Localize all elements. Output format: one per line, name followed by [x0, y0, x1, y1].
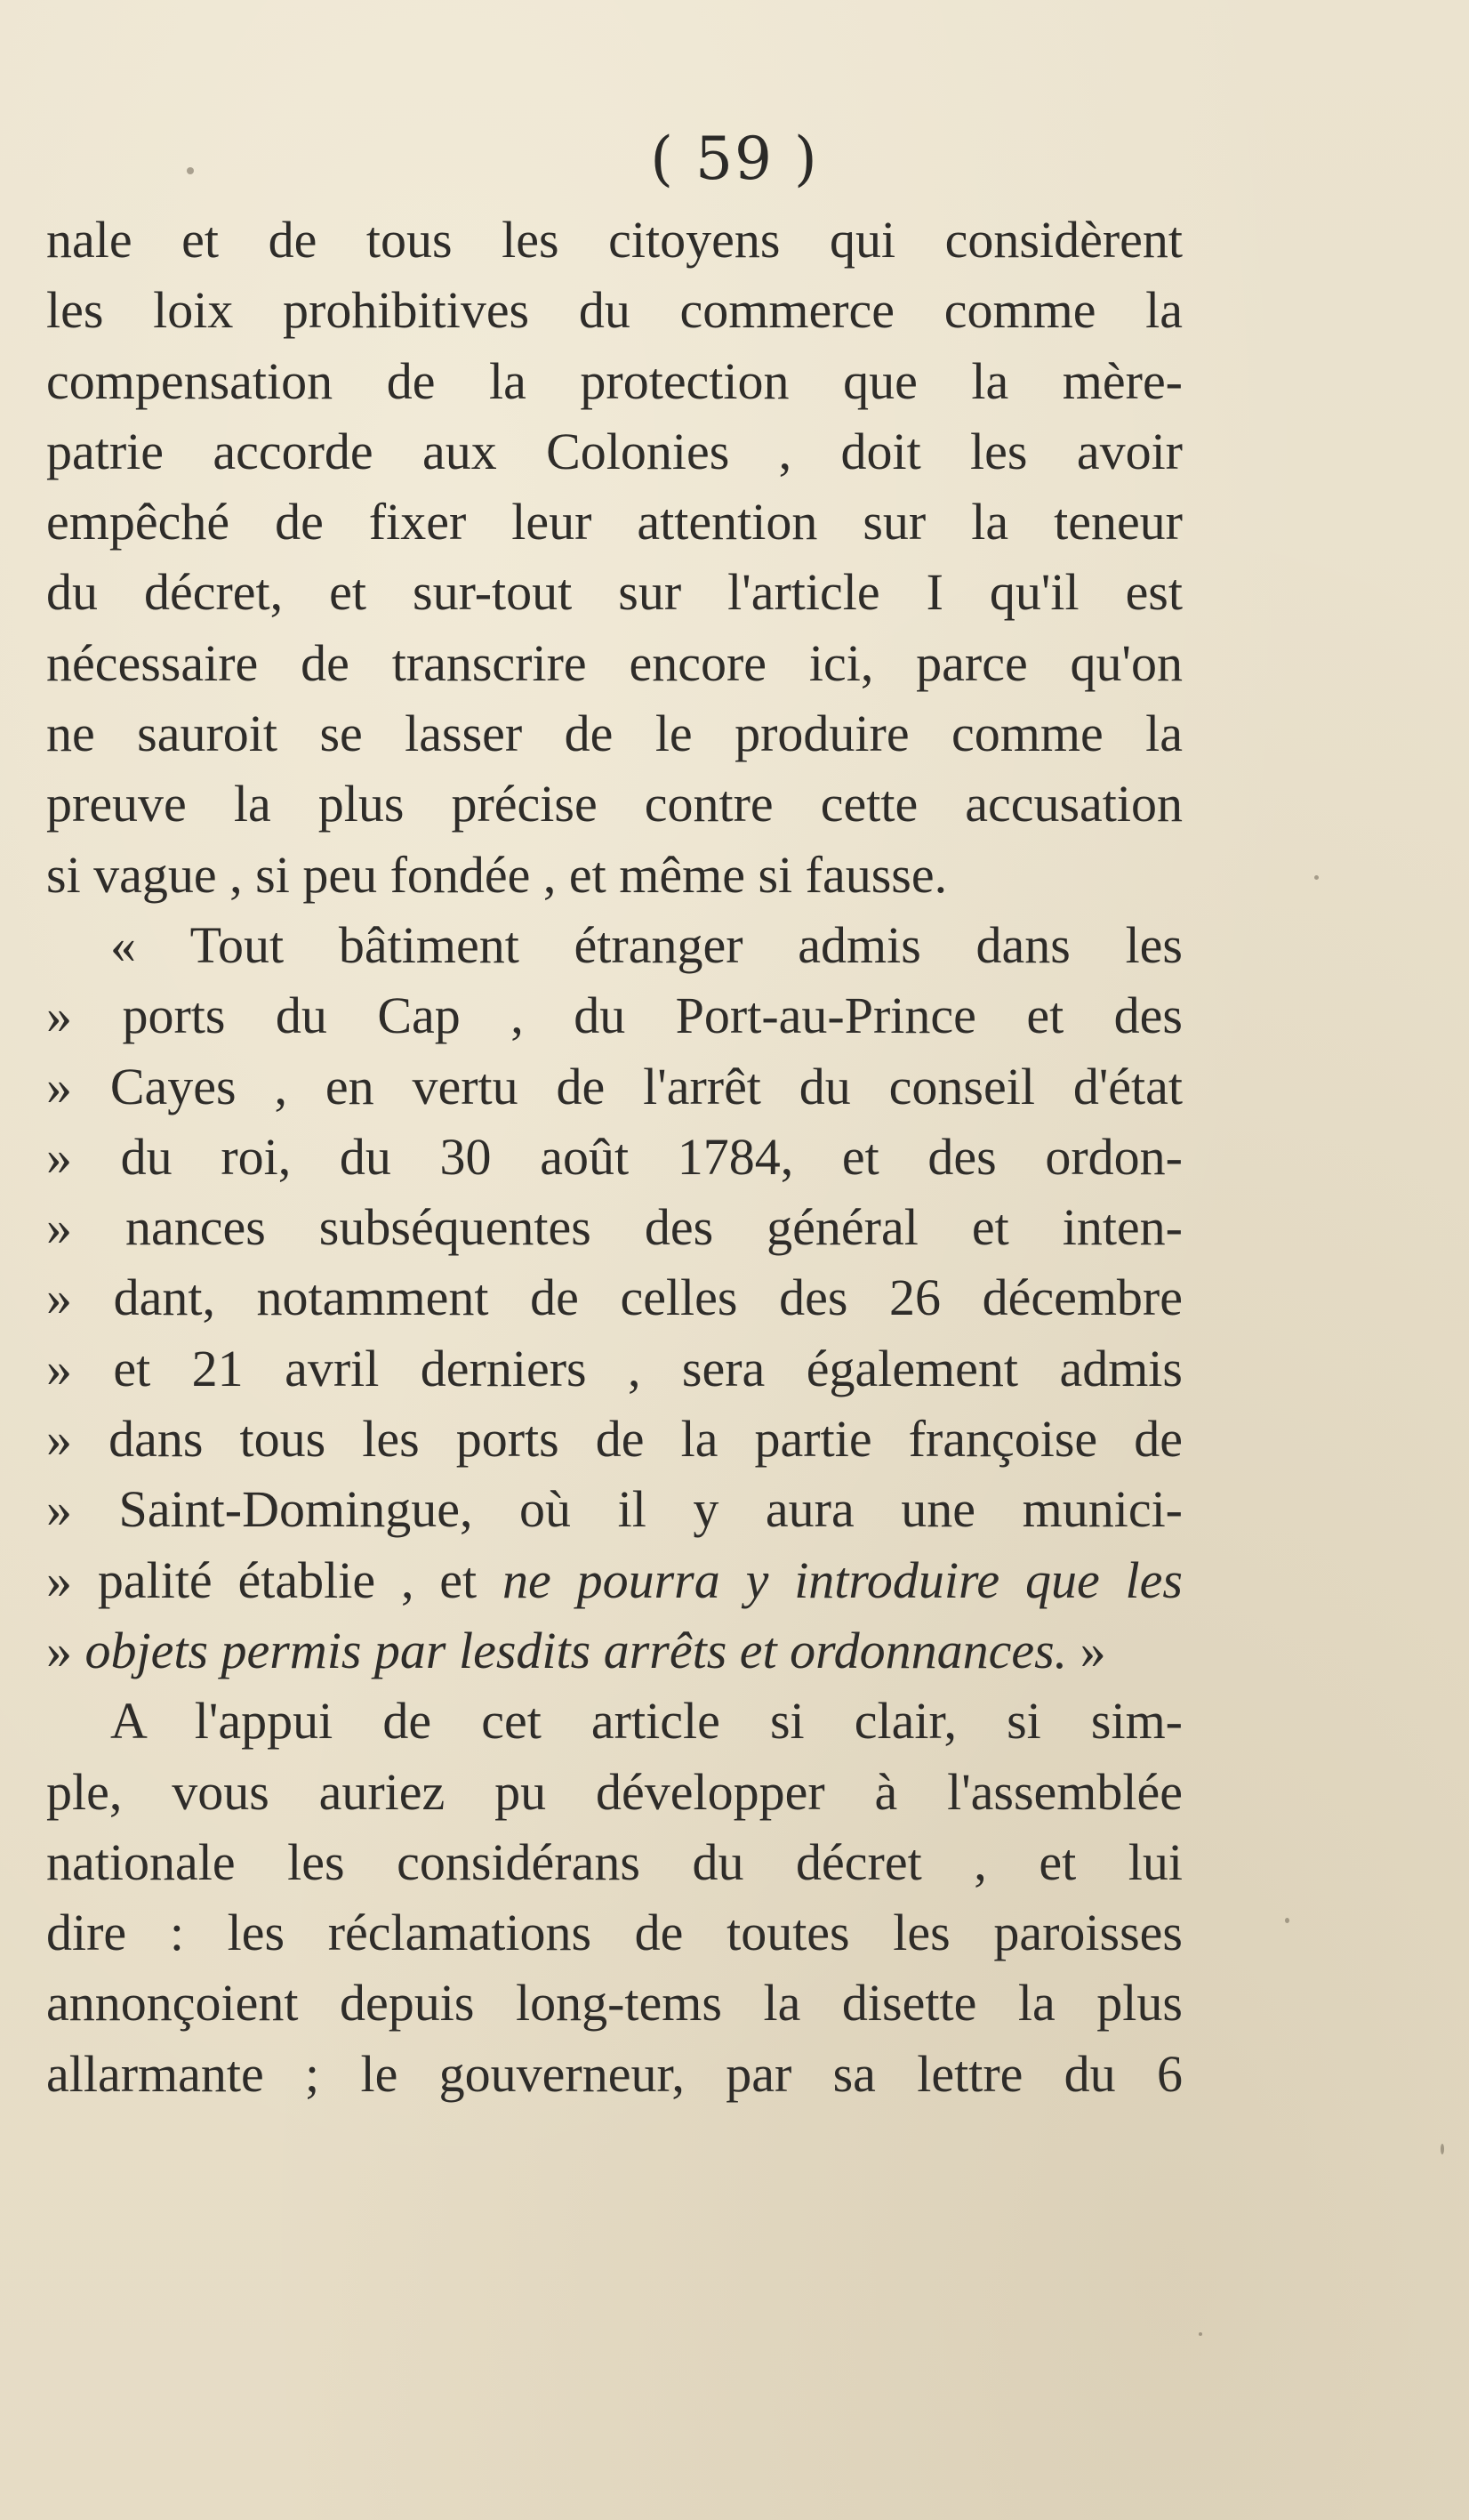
paper-speck — [1199, 2332, 1202, 2336]
paper-speck — [1285, 1918, 1289, 1923]
text-line: les loix prohibitives du commerce comme la — [46, 281, 1183, 340]
text-line: annonçoient depuis long-tems la disette la plus — [46, 1974, 1183, 2033]
quote-line-mixed — [46, 1545, 1183, 1615]
quote-line: » dans tous les ports de la partie françoise de — [46, 1410, 1183, 1469]
text-line: preuve la plus précise contre cette accusation — [46, 775, 1183, 833]
quote-line-mixed — [46, 1615, 1183, 1686]
quote-plain-segment: » — [46, 1621, 85, 1679]
text-line: nale et de tous les citoyens qui considèrent — [46, 211, 1183, 269]
text-line: patrie accorde aux Colonies , doit les avoir — [46, 422, 1183, 480]
quote-line: » et 21 avril derniers , sera également admis — [46, 1339, 1183, 1397]
text-line: du décret, et sur-tout sur l'article I qu'il est — [46, 563, 1183, 622]
quote-line: » nances subséquentes des général et inten- — [46, 1198, 1183, 1257]
text-line: nationale les considérans du décret , et lui — [46, 1832, 1183, 1891]
text-line: compensation de la protection que la mère- — [46, 351, 1183, 410]
text-line: ple, vous auriez pu développer à l'assemblée — [46, 1762, 1183, 1821]
paper-speck — [1441, 2144, 1444, 2154]
text-line: A l'appui de cet article si clair, si sim- — [110, 1692, 1183, 1751]
text-line: empêché de fixer leur attention sur la teneur — [46, 493, 1183, 552]
paper-speck — [1314, 875, 1319, 880]
text-line: allarmante ; le gouverneur, par sa lettre du 6 — [46, 2044, 1183, 2103]
quote-italic-segment: objets permis par lesdits arrêts et ordonnances. — [84, 1621, 1068, 1679]
quote-closing-mark: » — [1067, 1621, 1106, 1679]
quote-plain-segment: » palité établie , et — [46, 1550, 503, 1609]
quote-line: » Saint-Domingue, où il y aura une munici- — [46, 1480, 1183, 1539]
text-line: dire : les réclamations de toutes les paroisses — [46, 1904, 1183, 1962]
text-line: nécessaire de transcrire encore ici, parce qu'on — [46, 633, 1183, 692]
quote-italic-segment: ne pourra y introduire que les — [502, 1550, 1183, 1609]
quote-line: » Cayes , en vertu de l'arrêt du conseil d'état — [46, 1057, 1183, 1115]
page-number: ( 59 ) — [650, 125, 819, 193]
text-line: si vague , si peu fondée , et même si fausse. — [46, 845, 948, 904]
quote-line: « Tout bâtiment étranger admis dans les — [110, 915, 1183, 974]
paper-speck — [187, 167, 194, 174]
body-text — [46, 205, 1183, 2109]
quote-line: » ports du Cap , du Port-au-Prince et des — [46, 986, 1183, 1045]
text-line: ne sauroit se lasser de le produire comme la — [46, 704, 1183, 763]
quote-line: » dant, notamment de celles des 26 décembre — [46, 1268, 1183, 1327]
quote-line: » du roi, du 30 août 1784, et des ordon- — [46, 1127, 1183, 1186]
